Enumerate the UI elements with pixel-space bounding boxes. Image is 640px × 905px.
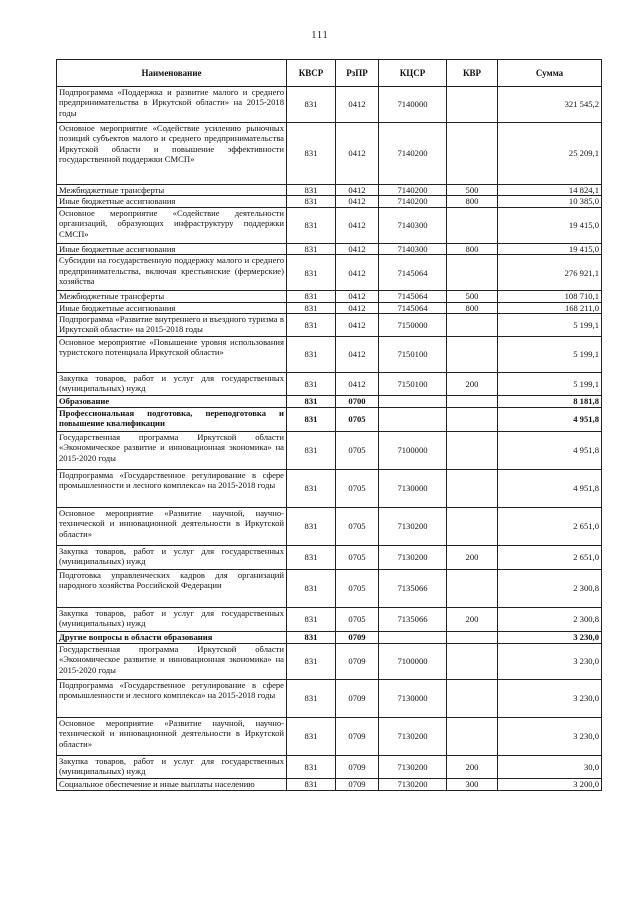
table-row [57, 396, 602, 408]
row-kcsr: 7135066 [379, 608, 447, 632]
row-kvsr: 831 [287, 470, 336, 508]
row-rzpr: 0705 [336, 432, 379, 470]
row-rzpr: 0705 [336, 508, 379, 546]
row-kcsr: 7145064 [379, 291, 447, 302]
row-rzpr: 0709 [336, 680, 379, 718]
row-kvr: 300 [447, 779, 498, 791]
row-sum: 5 199,1 [498, 373, 602, 396]
row-kcsr: 7145064 [379, 255, 447, 291]
row-kcsr: 7140300 [379, 243, 447, 254]
row-name: Основное мероприятие «Содействие деятельности организаций, образующих инфраструктуру поддержки СМСП» [57, 207, 287, 243]
table-row [57, 302, 602, 313]
row-name: Закупка товаров, работ и услуг для государственных (муниципальных) нужд [57, 546, 287, 570]
row-rzpr: 0709 [336, 644, 379, 680]
row-kcsr: 7150000 [379, 314, 447, 337]
row-name: Другие вопросы в области образования [57, 632, 287, 644]
row-kvr [447, 207, 498, 243]
table-header [57, 60, 602, 87]
row-kvsr: 831 [287, 680, 336, 718]
row-name: Межбюджетные трансферты [57, 291, 287, 302]
row-sum: 108 710,1 [498, 291, 602, 302]
row-kvsr: 831 [287, 255, 336, 291]
table-body [57, 87, 602, 791]
row-sum: 5 199,1 [498, 314, 602, 337]
table-row [57, 470, 602, 508]
row-kvr [447, 470, 498, 508]
row-name: Межбюджетные трансферты [57, 185, 287, 196]
table-row [57, 123, 602, 185]
row-kvsr: 831 [287, 185, 336, 196]
row-sum: 3 200,0 [498, 779, 602, 791]
row-kvr [447, 408, 498, 432]
row-sum: 4 951,8 [498, 432, 602, 470]
row-kvsr: 831 [287, 314, 336, 337]
row-kvsr: 831 [287, 644, 336, 680]
row-kvr [447, 432, 498, 470]
row-kcsr: 7100000 [379, 644, 447, 680]
row-kcsr: 7130000 [379, 470, 447, 508]
row-name: Подпрограмма «Государственное регулирование в сфере промышленности и лесного комплекса» на 2015-2018 годы [57, 680, 287, 718]
row-kvsr: 831 [287, 432, 336, 470]
row-kcsr [379, 632, 447, 644]
row-rzpr: 0412 [336, 291, 379, 302]
row-kcsr: 7130200 [379, 756, 447, 779]
row-rzpr: 0412 [336, 196, 379, 207]
row-sum: 5 199,1 [498, 337, 602, 373]
row-sum: 8 181,8 [498, 396, 602, 408]
row-kvr: 500 [447, 185, 498, 196]
header-kvsr: КВСР [287, 60, 336, 87]
table-row [57, 408, 602, 432]
row-kvsr: 831 [287, 337, 336, 373]
row-kvsr: 831 [287, 396, 336, 408]
row-rzpr: 0705 [336, 408, 379, 432]
row-name: Основное мероприятие «Развитие научной, научно-технической и инновационной деятельности в Иркутской области» [57, 508, 287, 546]
budget-table [56, 59, 602, 791]
row-rzpr: 0412 [336, 207, 379, 243]
table-row [57, 644, 602, 680]
table-row [57, 546, 602, 570]
table-row [57, 570, 602, 608]
row-kvr [447, 123, 498, 185]
row-sum: 3 230,0 [498, 718, 602, 756]
row-sum: 2 651,0 [498, 508, 602, 546]
table-row [57, 337, 602, 373]
table-row [57, 314, 602, 337]
row-kvr: 200 [447, 373, 498, 396]
row-sum: 2 300,8 [498, 608, 602, 632]
row-sum: 19 415,0 [498, 207, 602, 243]
row-rzpr: 0412 [336, 255, 379, 291]
row-name: Подпрограмма «Государственное регулирование в сфере промышленности и лесного комплекса» на 2015-2018 годы [57, 470, 287, 508]
row-sum: 4 951,8 [498, 470, 602, 508]
row-kvsr: 831 [287, 570, 336, 608]
table-row [57, 680, 602, 718]
row-name: Иные бюджетные ассигнования [57, 243, 287, 254]
row-sum: 19 415,0 [498, 243, 602, 254]
row-kvsr: 831 [287, 718, 336, 756]
row-kcsr: 7150100 [379, 337, 447, 373]
row-kvsr: 831 [287, 196, 336, 207]
table-row [57, 196, 602, 207]
row-kvsr: 831 [287, 546, 336, 570]
table-row [57, 87, 602, 123]
row-kvr: 800 [447, 243, 498, 254]
row-kvr: 200 [447, 608, 498, 632]
row-name: Образование [57, 396, 287, 408]
row-sum: 2 300,8 [498, 570, 602, 608]
row-name: Закупка товаров, работ и услуг для государственных (муниципальных) нужд [57, 756, 287, 779]
row-name: Иные бюджетные ассигнования [57, 302, 287, 313]
row-rzpr: 0705 [336, 470, 379, 508]
row-kvsr: 831 [287, 291, 336, 302]
row-rzpr: 0412 [336, 185, 379, 196]
row-name: Подпрограмма «Развитие внутреннего и въездного туризма в Иркутской области» на 2015-2018 годы [57, 314, 287, 337]
row-kvr [447, 680, 498, 718]
row-rzpr: 0705 [336, 546, 379, 570]
row-sum: 3 230,0 [498, 644, 602, 680]
row-kcsr: 7140300 [379, 207, 447, 243]
row-name: Профессиональная подготовка, переподготовка и повышение квалификации [57, 408, 287, 432]
row-kcsr: 7100000 [379, 432, 447, 470]
row-kvsr: 831 [287, 373, 336, 396]
row-sum: 14 824,1 [498, 185, 602, 196]
row-rzpr: 0709 [336, 756, 379, 779]
row-kvsr: 831 [287, 756, 336, 779]
row-kvr: 200 [447, 756, 498, 779]
row-kvr [447, 644, 498, 680]
row-kcsr: 7140000 [379, 87, 447, 123]
row-kvsr: 831 [287, 302, 336, 313]
header-rzpr: РзПР [336, 60, 379, 87]
row-rzpr: 0705 [336, 570, 379, 608]
header-name: Наименование [57, 60, 287, 87]
table-row [57, 632, 602, 644]
row-sum: 321 545,2 [498, 87, 602, 123]
table-row [57, 779, 602, 791]
row-kvsr: 831 [287, 608, 336, 632]
row-kvsr: 831 [287, 123, 336, 185]
row-name: Закупка товаров, работ и услуг для государственных (муниципальных) нужд [57, 373, 287, 396]
row-kcsr: 7130200 [379, 546, 447, 570]
row-kcsr: 7150100 [379, 373, 447, 396]
row-rzpr: 0412 [336, 314, 379, 337]
row-name: Подготовка управленческих кадров для организаций народного хозяйства Российской Федерации [57, 570, 287, 608]
row-name: Основное мероприятие «Повышение уровня использования туристского потенциала Иркутской области» [57, 337, 287, 373]
row-name: Субсидии на государственную поддержку малого и среднего предпринимательства, включая крестьянские (фермерские) хозяйства [57, 255, 287, 291]
row-name: Подпрограмма «Поддержка и развитие малого и среднего предпринимательства в Иркутской области» на 2015-2018 годы [57, 87, 287, 123]
row-kvr: 800 [447, 196, 498, 207]
row-rzpr: 0412 [336, 302, 379, 313]
row-name: Социальное обеспечение и иные выплаты населению [57, 779, 287, 791]
row-kcsr: 7140200 [379, 123, 447, 185]
row-kvr [447, 508, 498, 546]
row-kcsr [379, 396, 447, 408]
row-kcsr: 7140200 [379, 185, 447, 196]
row-kcsr: 7140200 [379, 196, 447, 207]
row-rzpr: 0412 [336, 373, 379, 396]
row-name: Государственная программа Иркутской области «Экономическое развитие и инновационная экономика» на 2015-2020 годы [57, 432, 287, 470]
row-sum: 168 211,0 [498, 302, 602, 313]
row-rzpr: 0412 [336, 123, 379, 185]
table-row [57, 373, 602, 396]
row-kcsr: 7130200 [379, 508, 447, 546]
row-kvr [447, 337, 498, 373]
row-kcsr: 7145064 [379, 302, 447, 313]
row-kvr [447, 632, 498, 644]
row-name: Основное мероприятие «Содействие усилению рыночных позиций субъектов малого и среднего предпринимательства Иркутской области и повышение эффективности государственной поддержки СМСП» [57, 123, 287, 185]
row-name: Государственная программа Иркутской области «Экономическое развитие и инновационная экономика» на 2015-2020 годы [57, 644, 287, 680]
row-sum: 2 651,0 [498, 546, 602, 570]
row-kvr: 200 [447, 546, 498, 570]
row-kcsr: 7130200 [379, 779, 447, 791]
row-kvr [447, 314, 498, 337]
row-sum: 30,0 [498, 756, 602, 779]
row-kcsr: 7130200 [379, 718, 447, 756]
page-number: 111 [311, 30, 329, 41]
header-kvr: КВР [447, 60, 498, 87]
row-kvr [447, 718, 498, 756]
row-rzpr: 0412 [336, 87, 379, 123]
row-kvsr: 831 [287, 408, 336, 432]
table-row [57, 185, 602, 196]
row-rzpr: 0700 [336, 396, 379, 408]
row-kvsr: 831 [287, 508, 336, 546]
row-sum: 10 385,0 [498, 196, 602, 207]
row-kvsr: 831 [287, 779, 336, 791]
row-rzpr: 0709 [336, 632, 379, 644]
row-rzpr: 0709 [336, 779, 379, 791]
row-kvsr: 831 [287, 207, 336, 243]
row-kvr: 800 [447, 302, 498, 313]
row-kvr [447, 87, 498, 123]
row-rzpr: 0705 [336, 608, 379, 632]
row-kvr [447, 396, 498, 408]
table-row [57, 608, 602, 632]
row-sum: 25 209,1 [498, 123, 602, 185]
table-row [57, 756, 602, 779]
header-sum: Сумма [498, 60, 602, 87]
header-kcsr: КЦСР [379, 60, 447, 87]
row-sum: 4 951,8 [498, 408, 602, 432]
row-rzpr: 0412 [336, 243, 379, 254]
row-sum: 276 921,1 [498, 255, 602, 291]
row-name: Основное мероприятие «Развитие научной, научно-технической и инновационной деятельности в Иркутской области» [57, 718, 287, 756]
row-name: Иные бюджетные ассигнования [57, 196, 287, 207]
row-kvr [447, 255, 498, 291]
table-row [57, 255, 602, 291]
row-rzpr: 0412 [336, 337, 379, 373]
table-row [57, 243, 602, 254]
row-kcsr: 7130000 [379, 680, 447, 718]
row-kvr: 500 [447, 291, 498, 302]
table-row [57, 207, 602, 243]
row-kvsr: 831 [287, 632, 336, 644]
table-row [57, 291, 602, 302]
row-kvsr: 831 [287, 243, 336, 254]
row-kvr [447, 570, 498, 608]
table-row [57, 718, 602, 756]
table-row [57, 432, 602, 470]
row-rzpr: 0709 [336, 718, 379, 756]
row-sum: 3 230,0 [498, 632, 602, 644]
row-name: Закупка товаров, работ и услуг для государственных (муниципальных) нужд [57, 608, 287, 632]
row-kcsr: 7135066 [379, 570, 447, 608]
table-row [57, 508, 602, 546]
row-kcsr [379, 408, 447, 432]
header-row [57, 60, 602, 87]
row-sum: 3 230,0 [498, 680, 602, 718]
row-kvsr: 831 [287, 87, 336, 123]
